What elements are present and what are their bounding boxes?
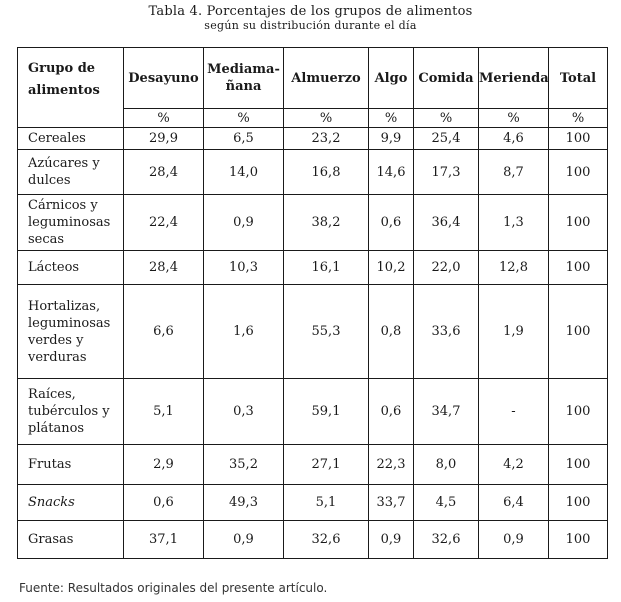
value-cell: 32,6 <box>284 521 369 559</box>
row-group-label: Cárnicos y leguminosas secas <box>18 195 124 251</box>
value-cell: 5,1 <box>284 485 369 521</box>
value-cell: 6,6 <box>124 285 204 379</box>
table-row <box>18 521 608 559</box>
unit-cell: % <box>284 109 369 128</box>
value-cell: 14,6 <box>369 150 414 195</box>
unit-cell: % <box>369 109 414 128</box>
table-row <box>18 445 608 485</box>
value-cell: 49,3 <box>204 485 284 521</box>
value-cell: 8,0 <box>414 445 479 485</box>
table-row <box>18 251 608 285</box>
data-table <box>17 47 608 559</box>
column-header-desayuno: Desayuno <box>124 48 204 109</box>
value-cell: 0,6 <box>369 195 414 251</box>
value-cell: 23,2 <box>284 128 369 150</box>
table-caption-subtitle: según su distribución durante el día <box>204 19 417 32</box>
value-cell: 1,3 <box>479 195 549 251</box>
row-group-label: Snacks <box>18 485 124 521</box>
unit-cell: % <box>549 109 608 128</box>
value-cell: 0,9 <box>479 521 549 559</box>
value-cell: 6,5 <box>204 128 284 150</box>
row-group-label: Azúcares y dulces <box>18 150 124 195</box>
value-cell: 12,8 <box>479 251 549 285</box>
row-group-label: Raíces, tubérculos y plátanos <box>18 379 124 445</box>
table-row <box>18 485 608 521</box>
column-header-almuerzo: Almuerzo <box>284 48 369 109</box>
row-group-label: Cereales <box>18 128 124 150</box>
table-body <box>18 128 608 559</box>
row-group-label: Frutas <box>18 445 124 485</box>
value-cell: 5,1 <box>124 379 204 445</box>
value-cell: 100 <box>549 195 608 251</box>
table-row <box>18 195 608 251</box>
value-cell: 1,6 <box>204 285 284 379</box>
value-cell: 0,9 <box>204 521 284 559</box>
table-row <box>18 128 608 150</box>
row-group-label: Grasas <box>18 521 124 559</box>
value-cell: 33,6 <box>414 285 479 379</box>
caption-label: Tabla 4. <box>148 4 203 19</box>
row-group-label: Hortalizas, leguminosas verdes y verduras <box>18 285 124 379</box>
unit-cell: % <box>204 109 284 128</box>
value-cell: 100 <box>549 150 608 195</box>
value-cell: 29,9 <box>124 128 204 150</box>
value-cell: 34,7 <box>414 379 479 445</box>
value-cell: 25,4 <box>414 128 479 150</box>
value-cell: 0,9 <box>369 521 414 559</box>
value-cell: 35,2 <box>204 445 284 485</box>
value-cell: 22,0 <box>414 251 479 285</box>
value-cell: - <box>479 379 549 445</box>
value-cell: 100 <box>549 285 608 379</box>
column-header-mediamanana: Mediama-ñana <box>204 48 284 109</box>
value-cell: 4,5 <box>414 485 479 521</box>
value-cell: 100 <box>549 485 608 521</box>
value-cell: 38,2 <box>284 195 369 251</box>
value-cell: 4,2 <box>479 445 549 485</box>
value-cell: 2,9 <box>124 445 204 485</box>
value-cell: 100 <box>549 445 608 485</box>
value-cell: 17,3 <box>414 150 479 195</box>
value-cell: 100 <box>549 128 608 150</box>
value-cell: 1,9 <box>479 285 549 379</box>
value-cell: 8,7 <box>479 150 549 195</box>
value-cell: 59,1 <box>284 379 369 445</box>
unit-cell: % <box>479 109 549 128</box>
row-group-label: Lácteos <box>18 251 124 285</box>
unit-cell: % <box>414 109 479 128</box>
group-column-header: Grupo de alimentos <box>18 48 124 128</box>
value-cell: 28,4 <box>124 251 204 285</box>
table-caption-title <box>0 5 621 18</box>
value-cell: 55,3 <box>284 285 369 379</box>
value-cell: 36,4 <box>414 195 479 251</box>
value-cell: 16,1 <box>284 251 369 285</box>
column-header-total: Total <box>549 48 608 109</box>
value-cell: 37,1 <box>124 521 204 559</box>
value-cell: 32,6 <box>414 521 479 559</box>
value-cell: 0,6 <box>369 379 414 445</box>
header-row <box>18 48 608 109</box>
value-cell: 28,4 <box>124 150 204 195</box>
value-cell: 16,8 <box>284 150 369 195</box>
value-cell: 100 <box>549 251 608 285</box>
value-cell: 100 <box>549 521 608 559</box>
value-cell: 0,3 <box>204 379 284 445</box>
table-row <box>18 285 608 379</box>
source-note: Fuente: Resultados originales del presente artículo. <box>19 581 328 595</box>
value-cell: 0,6 <box>124 485 204 521</box>
caption-title: Porcentajes de los grupos de alimentos <box>206 4 473 19</box>
column-header-comida: Comida <box>414 48 479 109</box>
value-cell: 27,1 <box>284 445 369 485</box>
value-cell: 14,0 <box>204 150 284 195</box>
column-header-algo: Algo <box>369 48 414 109</box>
value-cell: 6,4 <box>479 485 549 521</box>
value-cell: 10,2 <box>369 251 414 285</box>
column-header-merienda: Merienda <box>479 48 549 109</box>
value-cell: 4,6 <box>479 128 549 150</box>
table-row <box>18 150 608 195</box>
value-cell: 10,3 <box>204 251 284 285</box>
value-cell: 100 <box>549 379 608 445</box>
value-cell: 9,9 <box>369 128 414 150</box>
table-row <box>18 379 608 445</box>
value-cell: 0,9 <box>204 195 284 251</box>
value-cell: 33,7 <box>369 485 414 521</box>
value-cell: 0,8 <box>369 285 414 379</box>
unit-cell: % <box>124 109 204 128</box>
value-cell: 22,3 <box>369 445 414 485</box>
value-cell: 22,4 <box>124 195 204 251</box>
